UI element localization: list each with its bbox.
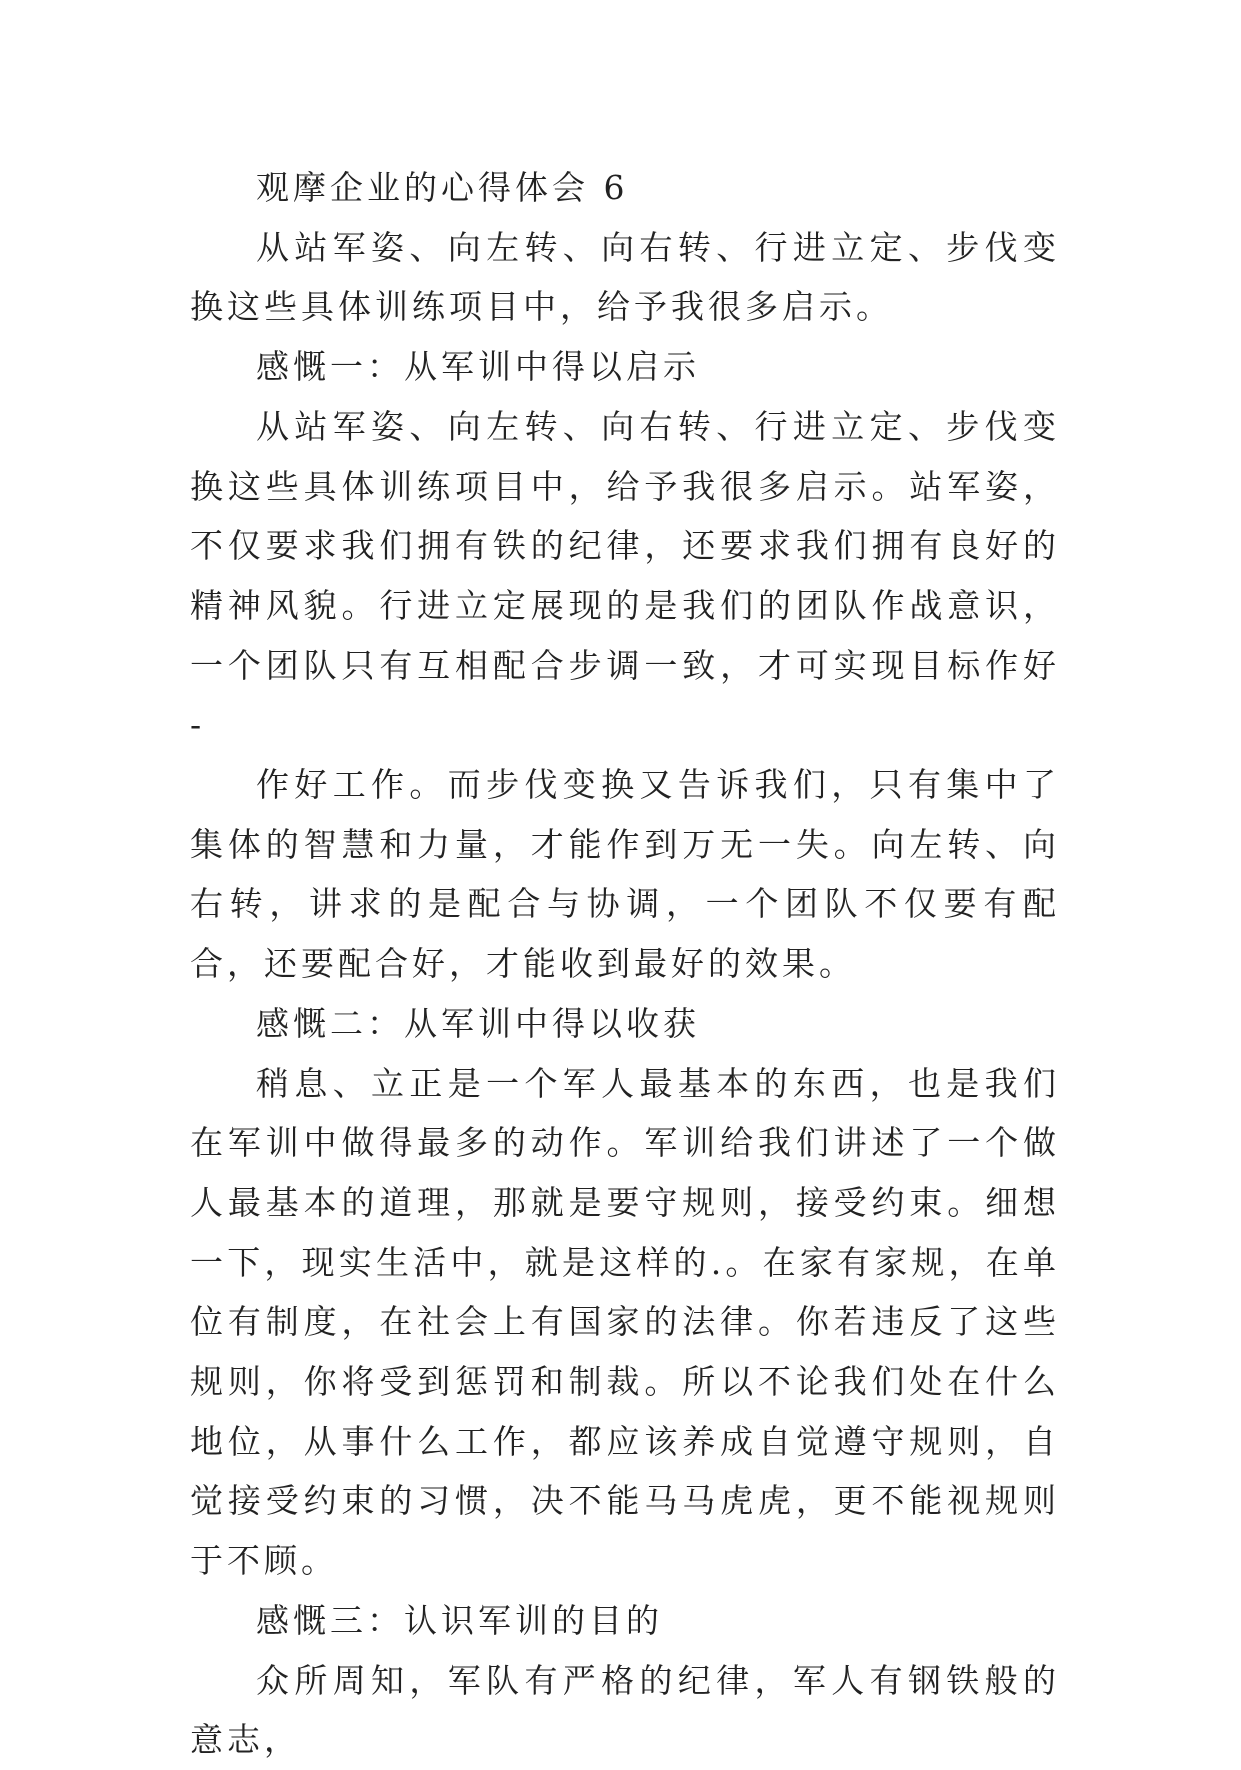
- paragraph-section-1-part-2: 作好工作。而步伐变换又告诉我们，只有集中了集体的智慧和力量，才能作到万无一失。向左转、向右转，讲求的是配合与协调，一个团队不仅要有配合，还要配合好，才能收到最好的效果。: [190, 765, 1060, 984]
- paragraph-section-2: 稍息、立正是一个军人最基本的东西，也是我们在军训中做得最多的动作。军训给我们讲述了一个做人最基本的道理，那就是要守规则，接受约束。细想一下，现实生活中，就是这样的.。在家有家规，在单位有制度，在社会上有国家的法律。你若违反了这些规则，你将受到惩罚和制裁。所以不论我们处在什么地位，从事什么工作，都应该养成自觉遵守规则，自觉接受约束的习惯，决不能马马虎虎，更不能视规则于不顾。: [190, 1063, 1060, 1581]
- section-heading-2: 感慨二：从军训中得以收获: [256, 1003, 700, 1043]
- paragraph-section-3: 众所周知，军队有严格的纪律，军人有钢铁般的意志，: [190, 1660, 1060, 1760]
- section-heading-1: 感慨一：从军训中得以启示: [256, 347, 700, 387]
- section-heading-3: 感慨三：认识军训的目的: [256, 1600, 663, 1640]
- paragraph-intro: 从站军姿、向左转、向右转、行进立定、步伐变换这些具体训练项目中，给予我很多启示。: [190, 227, 1060, 327]
- document-body: [190, 158, 1060, 1770]
- paragraph-section-1-part-1: 从站军姿、向左转、向右转、行进立定、步伐变换这些具体训练项目中，给予我很多启示。站军姿，不仅要求我们拥有铁的纪律，还要求我们拥有良好的精神风貌。行进立定展现的是我们的团队作战意识，一个团队只有互相配合步调一致，才可实现目标作好 -: [190, 406, 1060, 745]
- document-title: 观摩企业的心得体会 6: [256, 168, 629, 207]
